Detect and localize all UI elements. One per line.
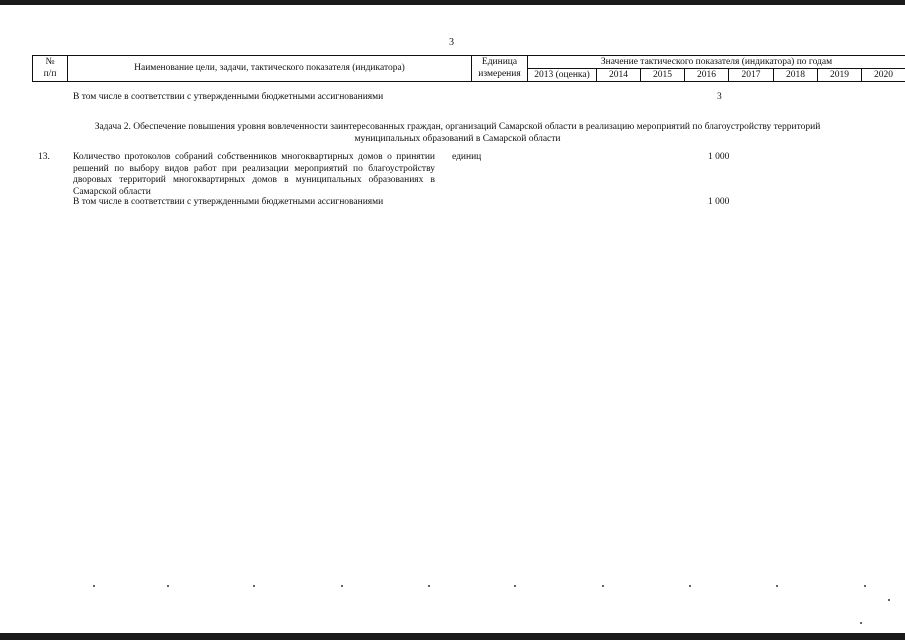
- scan-speck: [253, 585, 255, 587]
- scan-speck: [428, 585, 430, 587]
- scan-speck: [888, 599, 890, 601]
- indicator-table-header: [32, 55, 905, 82]
- scan-speck: [341, 585, 343, 587]
- col-unit-header: Единица: [472, 56, 528, 69]
- item-13-text: Количество протоколов собраний собственников многоквартирных домов о принятии решений по выбору видов работ при реализации мероприятий по благоустройству дворовых территорий многоквартирных домов в муниципальных образованиях в Самарской области: [73, 152, 435, 197]
- col-number-subheader: п/п: [33, 69, 68, 82]
- scan-speck: [514, 585, 516, 587]
- scan-speck: [860, 622, 862, 624]
- col-number-header: №: [33, 56, 68, 69]
- year-header: 2018: [774, 69, 818, 82]
- col-values-header: Значение тактического показателя (индикатора) по годам: [528, 56, 905, 69]
- year-header: 2016: [685, 69, 729, 82]
- year-header: 2020: [862, 69, 905, 82]
- item-13-number: 13.: [38, 152, 50, 162]
- year-header: 2019: [818, 69, 862, 82]
- item-13-unit: единиц: [452, 152, 482, 162]
- year-header: 2017: [729, 69, 774, 82]
- col-unit-subheader: измерения: [472, 69, 528, 82]
- scan-speck: [864, 585, 866, 587]
- item-13-budget-value-2017: 1 000: [708, 197, 730, 207]
- scan-speck: [602, 585, 604, 587]
- task-2-heading: Задача 2. Обеспечение повышения уровня вовлеченности заинтересованных граждан, организаций Самарской области в реализацию мероприятий по благоустройству территорий муниципальных образований в Самарской области: [94, 122, 821, 144]
- scan-speck: [93, 585, 95, 587]
- year-header: 2014: [597, 69, 641, 82]
- prev-budget-line-value-2017: 3: [717, 92, 722, 102]
- page-number: 3: [449, 37, 454, 48]
- item-13-budget-text: В том числе в соответствии с утвержденными бюджетными ассигнованиями: [73, 197, 384, 207]
- year-header: 2013 (оценка): [528, 69, 597, 82]
- item-13-value-2017: 1 000: [708, 152, 730, 162]
- prev-budget-line-text: В том числе в соответствии с утвержденными бюджетными ассигнованиями: [73, 92, 384, 102]
- scan-speck: [776, 585, 778, 587]
- scan-edge-bottom: [0, 633, 905, 640]
- scan-edge-top: [0, 0, 905, 5]
- col-name-header: Наименование цели, задачи, тактического показателя (индикатора): [68, 56, 472, 82]
- year-header: 2015: [641, 69, 685, 82]
- scan-speck: [689, 585, 691, 587]
- scan-speck: [167, 585, 169, 587]
